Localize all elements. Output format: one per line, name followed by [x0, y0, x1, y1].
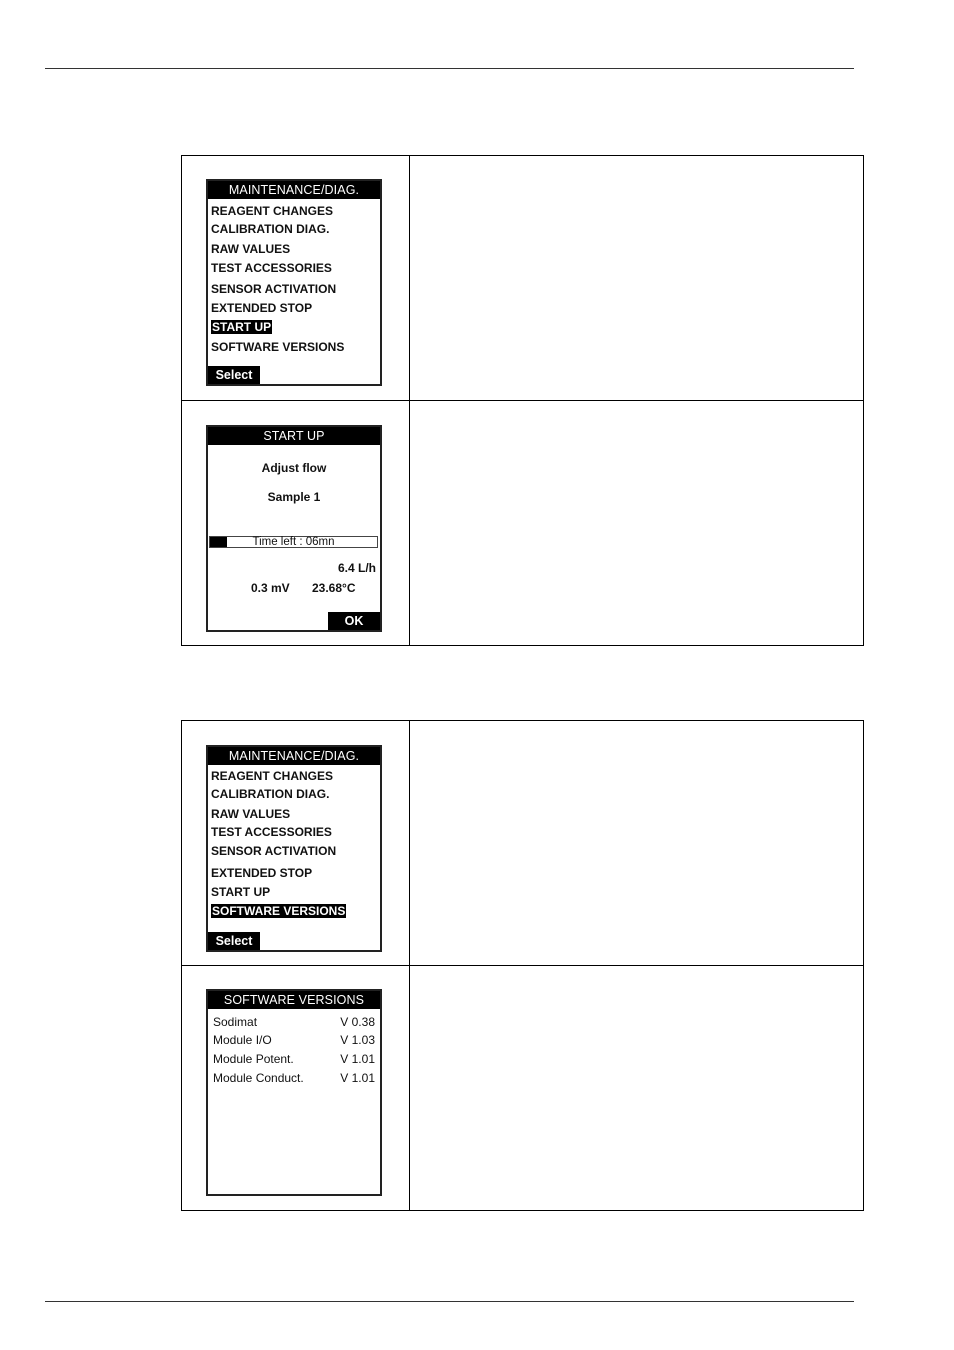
- adjust-flow-text: Adjust flow: [261, 461, 327, 475]
- description-cell: [410, 156, 864, 401]
- module-version: V 1.01: [340, 1052, 375, 1066]
- screen-title: SOFTWARE VERSIONS: [208, 991, 380, 1009]
- menu-item-sensor-activation[interactable]: SENSOR ACTIVATION: [211, 282, 337, 296]
- menu-item-sensor-activation[interactable]: SENSOR ACTIVATION: [211, 844, 337, 858]
- menu-item-calibration-diag[interactable]: CALIBRATION DIAG.: [211, 787, 330, 801]
- module-version: V 1.03: [340, 1033, 375, 1047]
- software-versions-screen: [206, 989, 382, 1196]
- sample-text: Sample 1: [267, 490, 321, 504]
- voltage-readout: 0.3 mV: [251, 581, 290, 595]
- ok-softkey[interactable]: OK: [328, 612, 380, 630]
- module-name: Module Conduct.: [213, 1071, 304, 1085]
- select-softkey[interactable]: Select: [208, 366, 260, 384]
- module-version: V 0.38: [340, 1015, 375, 1029]
- versions-screenshot-cell: [182, 966, 410, 1211]
- maintenance-menu-screen: [206, 179, 382, 386]
- temperature-readout: 23.68°C: [312, 581, 356, 595]
- startup-screenshot-cell: [182, 401, 410, 646]
- screen-title: START UP: [208, 427, 380, 445]
- start-up-screen: [206, 425, 382, 632]
- menu-item-software-versions[interactable]: SOFTWARE VERSIONS: [211, 340, 345, 354]
- menu-item-reagent-changes[interactable]: REAGENT CHANGES: [211, 204, 334, 218]
- module-version: V 1.01: [340, 1071, 375, 1085]
- header-rule: [45, 68, 854, 69]
- time-left-label: Time left : 06mn: [252, 536, 335, 548]
- menu-item-start-up[interactable]: START UP: [211, 885, 271, 899]
- description-cell: [410, 721, 864, 966]
- menu-item-reagent-changes[interactable]: REAGENT CHANGES: [211, 769, 334, 783]
- start-up-procedure-table: [181, 155, 864, 646]
- module-name: Sodimat: [213, 1015, 258, 1029]
- flow-readout: 6.4 L/h: [337, 561, 376, 575]
- description-cell: [410, 401, 864, 646]
- menu-item-raw-values[interactable]: RAW VALUES: [211, 807, 291, 821]
- menu-item-calibration-diag[interactable]: CALIBRATION DIAG.: [211, 222, 330, 236]
- description-cell: [410, 966, 864, 1211]
- module-name: Module Potent.: [213, 1052, 294, 1066]
- screen-title: MAINTENANCE/DIAG.: [208, 181, 380, 199]
- menu-item-extended-stop[interactable]: EXTENDED STOP: [211, 301, 313, 315]
- menu-item-test-accessories[interactable]: TEST ACCESSORIES: [211, 261, 332, 275]
- menu-item-test-accessories[interactable]: TEST ACCESSORIES: [211, 825, 332, 839]
- maintenance-menu-screen: [206, 745, 382, 952]
- menu-item-start-up[interactable]: START UP: [212, 320, 272, 334]
- menu-item-raw-values[interactable]: RAW VALUES: [211, 242, 291, 256]
- menu-item-extended-stop[interactable]: EXTENDED STOP: [211, 866, 313, 880]
- menu-screenshot-cell: [182, 156, 410, 401]
- module-name: Module I/O: [213, 1033, 272, 1047]
- menu-screenshot-cell: [182, 721, 410, 966]
- screen-title: MAINTENANCE/DIAG.: [208, 747, 380, 765]
- menu-item-software-versions[interactable]: SOFTWARE VERSIONS: [212, 904, 346, 918]
- footer-rule: [45, 1301, 854, 1302]
- software-versions-table: [181, 720, 864, 1211]
- select-softkey[interactable]: Select: [208, 932, 260, 950]
- time-left-progress-bar: [209, 536, 378, 548]
